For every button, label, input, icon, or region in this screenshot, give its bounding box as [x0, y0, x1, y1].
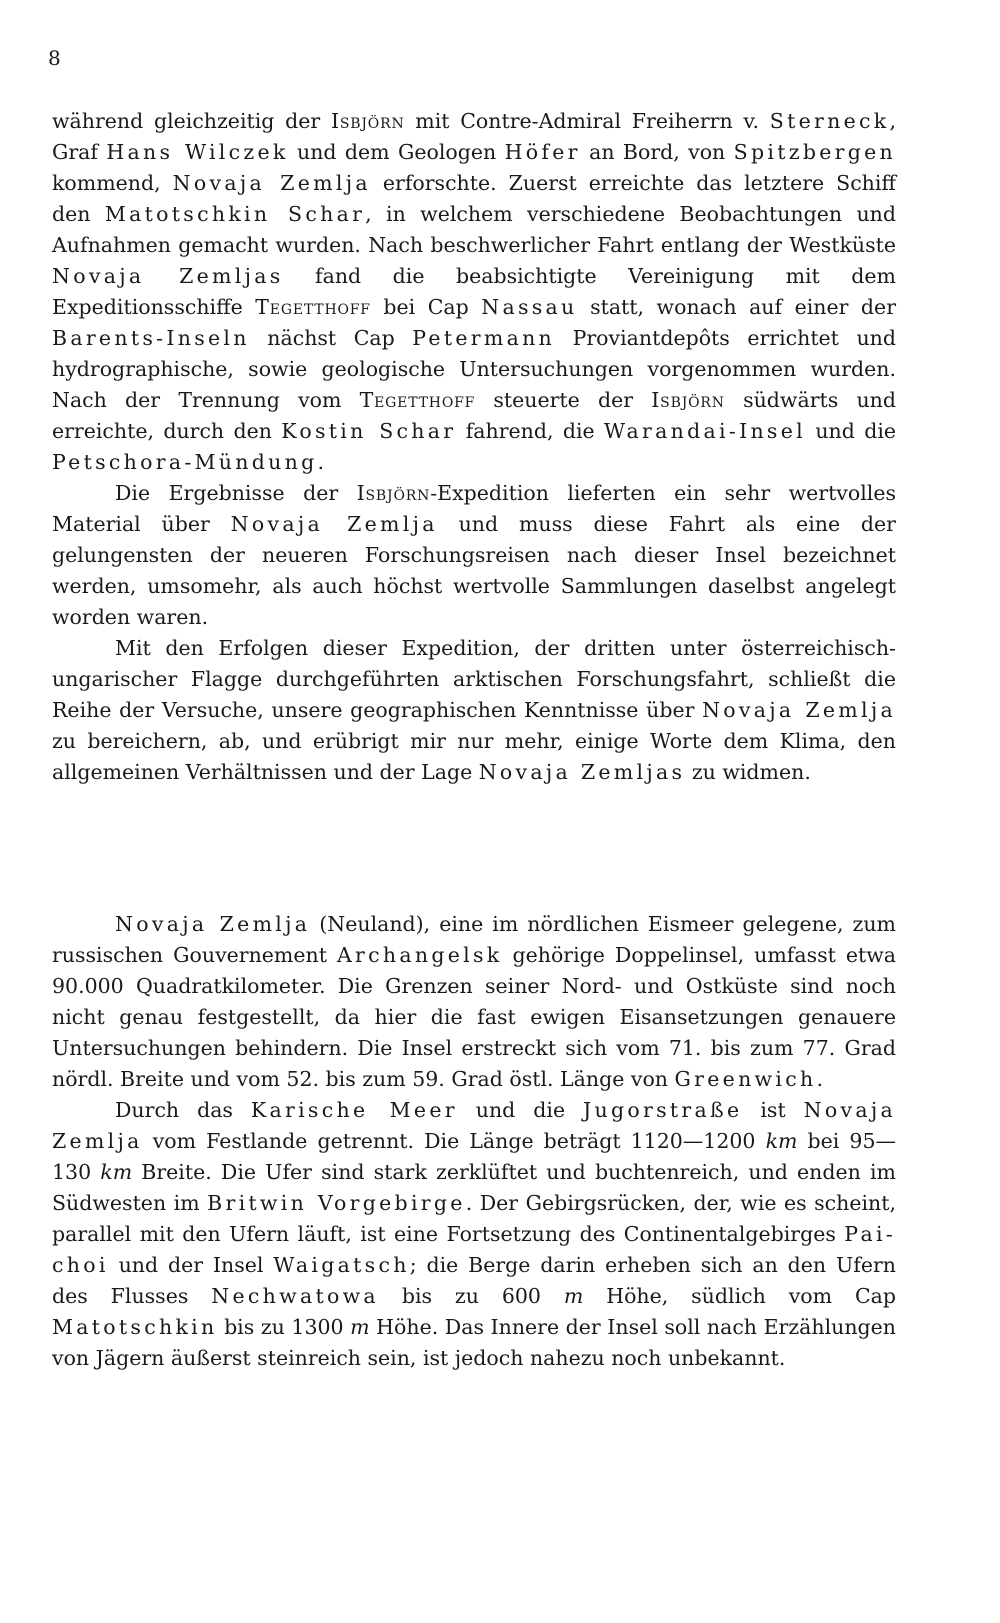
- text-section-isbjorn-expedition: [52, 106, 896, 788]
- ship-name-isbjorn: Isbjörn: [651, 388, 725, 412]
- place-name-spitzbergen: Spitzbergen: [733, 140, 897, 164]
- place-name-novaja-zemlja: Novaja Zemlja: [115, 912, 311, 936]
- unit-km: km: [765, 1129, 798, 1153]
- place-name-petermann: Petermann: [412, 326, 556, 350]
- page-number: 8: [48, 46, 61, 70]
- place-name-petschora-mundung: Petschora-Mündung: [52, 450, 318, 474]
- text-section-geography: [52, 909, 896, 1374]
- person-name-sterneck: Sterneck: [769, 109, 890, 133]
- place-name-novaja-zemlja: Novaja Zemlja: [702, 698, 896, 722]
- place-name-waigatsch: Waigatsch: [273, 1253, 410, 1277]
- ship-name-isbjorn: Isbjörn: [330, 109, 405, 133]
- place-name-warandai-insel: Warandai-Insel: [603, 419, 806, 443]
- place-name-novaja-zemljas: Novaja Zemljas: [478, 760, 686, 784]
- paragraph-isbjorn-voyage: während gleichzeitig der Isbjörn mit Contre-Admiral Freiherrn v. Sterneck, Graf Hans Wilczek und dem Geologen Höfer an Bord, von Spitzbergen kommend, Novaja Zemlja erforschte. Zuerst erreichte das letztere Schiff den Matotschkin Schar, in welchem verschiedene Beobachtungen und Aufnahmen gemacht wurden. Nach beschwerlicher Fahrt entlang der Westküste Novaja Zemljas fand die beabsichtigte Vereinigung mit dem Expeditionsschiffe Tegetthoff bei Cap Nassau statt, wonach auf einer der Barents-Inseln nächst Cap Petermann Proviantdepôts errichtet und hydrographische, sowie geologische Untersuchungen vorgenommen wurden. Nach der Trennung vom Tegetthoff steuerte der Isbjörn südwärts und erreichte, durch den Kostin Schar fahrend, die Warandai-Insel und die Petschora-Mündung.: [52, 109, 897, 474]
- place-name-matotschkin-schar: Matotschkin Schar: [104, 202, 366, 226]
- place-name-novaja-zemljas: Novaja Zemljas: [52, 264, 284, 288]
- place-name-nassau: Nassau: [481, 295, 578, 319]
- unit-m: m: [350, 1315, 370, 1339]
- place-name-karische-meer: Karische Meer: [250, 1098, 458, 1122]
- ship-name-tegetthoff: Tegetthoff: [255, 295, 371, 319]
- unit-km: km: [100, 1160, 133, 1184]
- place-name-matotschkin: Matotschkin: [52, 1315, 218, 1339]
- ship-name-isbjorn: Isbjörn: [356, 481, 431, 505]
- paragraph-expedition-results: Die Ergebnisse der Isbjörn-Expedition lieferten ein sehr wertvolles Material über Novaja Zemlja und muss diese Fahrt als eine der gelungensten der neueren Forschungsreisen nach dieser Insel bezeichnet werden, umsomehr, als auch höchst wertvolle Sammlungen daselbst angelegt worden waren.: [52, 481, 896, 629]
- unit-m: m: [563, 1284, 584, 1308]
- place-name-novaja-zemlja: Novaja Zemlja: [230, 512, 438, 536]
- place-name-novaja-zemlja: Novaja Zemlja: [172, 171, 371, 195]
- place-name-britwin-vorgebirge: Britwin Vorgebirge: [207, 1191, 466, 1215]
- place-name-kostin-schar: Kostin Schar: [281, 419, 457, 443]
- place-name-pai-choi: Pai-choi: [52, 1222, 896, 1277]
- paragraph-island-topography: Durch das Karische Meer und die Jugorstraße ist Novaja Zemlja vom Festlande getrennt. Die Länge beträgt 1120—1200 km bei 95—130 km Breite. Die Ufer sind stark zerklüftet und buchtenreich, und enden im Südwesten im Britwin Vorgebirge. Der Gebirgsrücken, der, wie es scheint, parallel mit den Ufern läuft, ist eine Fortsetzung des Continentalgebirges Pai-choi und der Insel Waigatsch; die Berge darin erheben sich an den Ufern des Flusses Nechwatowa bis zu 600 m Höhe, südlich vom Cap Matotschkin bis zu 1300 m Höhe. Das Innere der Insel soll nach Erzählungen von Jägern äußerst steinreich sein, ist jedoch nahezu noch unbekannt.: [52, 1098, 897, 1370]
- place-name-archangelsk: Archangelsk: [336, 943, 503, 967]
- place-name-jugorstrasse: Jugorstraße: [583, 1098, 743, 1122]
- paragraph-closing-remarks: Mit den Erfolgen dieser Expedition, der dritten unter österreichisch-ungarischer Flagge durchgeführten arktischen Forschungsfahrt, schließt die Reihe der Versuche, unsere geographischen Kenntnisse über Novaja Zemlja zu bereichern, ab, und erübrigt mir nur mehr, einige Worte dem Klima, den allgemeinen Verhältnissen und der Lage Novaja Zemljas zu widmen.: [52, 636, 896, 784]
- place-name-nechwatowa: Nechwatowa: [211, 1284, 379, 1308]
- place-name-novaja-zemlja: Novaja Zemlja: [52, 1098, 896, 1153]
- paragraph-island-overview: Novaja Zemlja (Neuland), eine im nördlichen Eismeer gelegene, zum russischen Gouvernement Archangelsk gehörige Doppelinsel, umfasst etwa 90.000 Quadratkilometer. Die Grenzen seiner Nord- und Ostküste sind noch nicht genau festgestellt, da hier die fast ewigen Eisansetzungen genauere Untersuchungen behindern. Die Insel erstreckt sich vom 71. bis zum 77. Grad nördl. Breite und vom 52. bis zum 59. Grad östl. Länge von Greenwich.: [52, 912, 896, 1091]
- place-name-barents-inseln: Barents-Inseln: [52, 326, 250, 350]
- ship-name-tegetthoff: Tegetthoff: [359, 388, 476, 412]
- person-name-hofer: Höfer: [504, 140, 581, 164]
- person-name-wilczek: Hans Wilczek: [106, 140, 289, 164]
- place-name-greenwich: Greenwich: [674, 1067, 817, 1091]
